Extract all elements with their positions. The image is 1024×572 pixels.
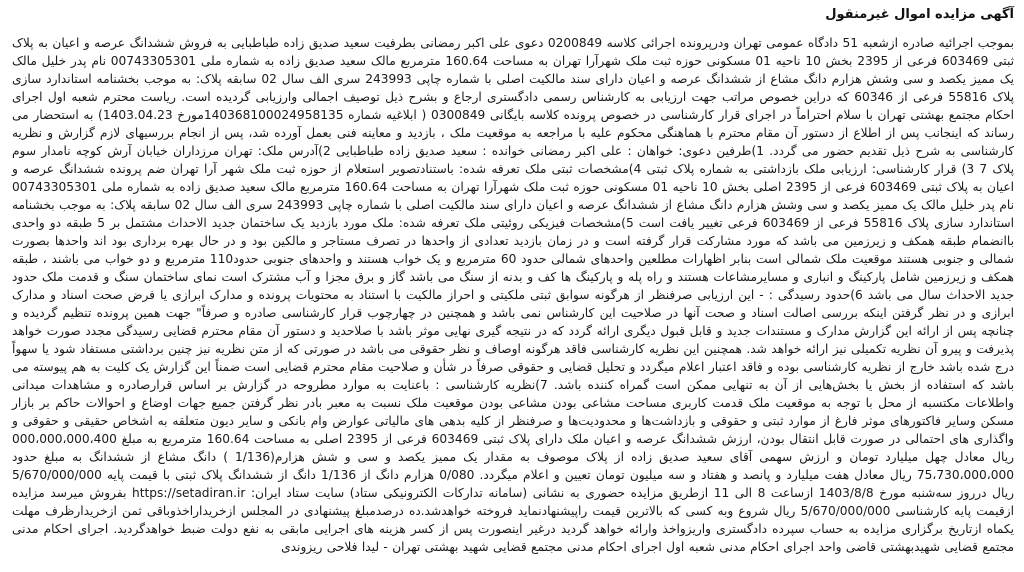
notice-body: بموجب اجرائیه صادره ازشعبه 51 دادگاه عمومی تهران ودرپرونده اجرائی کلاسه 0200849 دعوی علی اکبر رمضانی بطرفیت سعید صدیق زاده طباطبایی به فروش ششدانگ عرصه و اعیان به پلاک ثبتی 603469 فرعی از 2395 بخش 10 ناحیه 01 مسکونی حوزه ثبت ملک شهرآرا تهران به مساحت 160.64 مترمربع مالک سعید صدیق زاده به شماره ملی 00743305301 نام پدر خلیل مالک یک ممیز یکصد و سی وشش هزارم دانگ مشاع از ششدانگ عرصه و اعیان دارای سند مالکیت اصلی با شماره چاپی 243993 سری الف سال 02 سابقه پلاک: به موجب بخشنامه استاندارد سازی پلاک 55816 فرعی از 60346 که دراین خصوص مراتب جهت ارزیابی به کارشناس رسمی دادگستری ارجاع و بشرح ذیل توصیف اجمالی وارزیابی گردیده است. ریاست محترم شعبه اول اجرای احکام مجتمع بهشتی تهران با سلام احتراماً در اجرای قرار کارشناسی در خصوص پرونده کلاسه بایگانی 0300849 ( ابلاغیه شماره 140368100024958135مورخ 1403.04.23) به استحضار می رساند که اینجانب پس از اطلاع از دستور آن مقام محترم با هماهنگی محکوم علیه با مراجعه به موقعیت ملک ، بازدید و معاینه فنی بعمل آورده شد، پس از انجام بررسیهای لازم گزارش و نظریه کارشناسی به شرح ذیل تقدیم حضور می گردد. 1)طرفین دعوی: خواهان : علی اکبر رمضانی خوانده : سعید صدیق زاده طباطبایی 2)آدرس ملک: تهران مرزداران خیابان آرش کوچه نامدار سوم پلاک 7 3) قرار کارشناسی: ارزیابی ملک بازداشتی به شماره پلاک ثبتی 4)مشخصات ثبتی ملک تعرفه شده: باستنادتصویر استعلام از حوزه ثبت ملک شهر آرا تهران ضم پرونده ششدانگ عرصه و اعیان به پلاک ثبتی 603469 فرعی از 2395 اصلی بخش 10 ناحیه 01 مسکونی حوزه ثبت ملک شهرآرا تهران به مساحت 160.64 مترمربع مالک سعید صدیق زاده به شماره ملی 00743305301 نام پدر خلیل مالک یک ممیز یکصد و سی وشش هزارم دانگ مشاع از ششدانگ عرصه و اعیان دارای سند مالکیت اصلی با شماره چاپی 243993 سری الف سال 02 سابقه پلاک: به موجب بخشنامه استاندارد سازی پلاک 55816 فرعی از 603469 فرعی تغییر یافت است 5)مشخصات فیزیکی روئیتی ملک تعرفه شده: ملک مورد بازدید یک ساختمان جدید الاحداث مشتمل بر 5 طبقه دو واحدی باانضمام طبقه همکف و زیرزمین می باشد که مورد مشارکت قرار گرفته است و در زمان بازدید تعدادی از واحدها در تصرف مستاجر و مالکین بود و در حال بهره برداری بود اند واحدها بصورت شمالی و جنوبی هستند موقعیت ملک شمالی است بنابر اظهارات مطلعین واحدهای شمالی حدود 60 مترمربع و یک خواب هستند و واحدهای جنوبی حدود110 مترمربع و دو خواب می باشند ، طبقه همکف و زیرزمین شامل پارکینگ و انباری و مسایرمشاعات هستند و راه پله و پارکینگ ها کف و بدنه از سنگ می باشد گاز و برق مجزا و آب مشترک است نمای ساختمان سنگ و قدمت ملک حدود جدید الاحداث سال می باشد 6)حدود رسیدگی : - این ارزیابی صرفنظر از هرگونه سوابق ثبتی ملکیتی و احراز مالکیت با استناد به محتویات پرونده و مدارک ابرازی یا فرض صحت اسناد و مدارک ابرازی و در نظر گرفتن اینکه بررسی اصالت اسناد و صحت آنها در صلاحیت این کارشناس نمی باشد و همچنین در چهارچوب قرار کارشناسی صادره و صرفاً" جهت همین پرونده تنظیم گردیده و چنانچه پس از ارائه این گزارش مدارک و مستندات جدید و قابل قبول دیگری ارائه گردد که در نتیجه گیری نهایی موثر باشد با صلاحدید و دستور آن مقام محترم قضایی رسیدگی مجدد صورت خواهد پذیرفت و پیرو آن نظریه تکمیلی نیز ارائه خواهد شد. همچنین این نظریه کارشناسی فاقد هرگونه اوصاف و نظر حقوقی می باشد در صورتی که از متن نظریه نیز چنین برداشتی مستفاد شود یا سهواً درج شده باشد خارج از نظریه کارشناسی بوده و فاقد اعتبار اعلام میگردد و تحلیل قضایی و حقوقی صرفاً در شأن و صلاحیت مقام محترم قضایی است ضمناً این گزارش یک کلیت به هم پیوسته می باشد که استفاده از بخش یا بخش‌هایی از آن به تنهایی ممکن است گمراه کننده باشد. 7)نظریه کارشناسی : باعنایت به موارد مطروحه در گزارش بر اساس قرارصادره و مشاهدات میدانی واطلاعات مکتسبه از محل با توجه به موقعیت ملک قدمت کاربری مساحت مشاعی بودن مشاعی بودن موقعیت ملک نسبت به معبر بادر نظر گرفتن جمیع جهات اوضاع و احوالات حاکم بر بازار مسکن وسایر فاکتورهای موثر فارغ از موارد ثبتی و حقوقی و بازداشت‌ها و محدودیت‌ها و صرفنظر از کلیه بدهی های مالیاتی عوارض وام بانکی و سایر دیون متعلقه به اشخاص حقیقی و حقوقی و واگذاری های احتمالی در صورت قابل انتقال بودن، ارزش ششدانگ عرصه و اعیان ملک دارای پلاک ثبتی 603469 فرعی از 2395 اصلی به مساحت 160.64 مترمربع به مبلغ 000،000،000،400 ریال معادل چهل میلیارد تومان و ارزش سهمی آقای سعید صدیق زاده از پلاک موصوف به مقدار یک ممیز یکصد و سی و شش هزارم(1/136 ) دانگ مشاع از ششدانگ به مبلغ حدود 75،730،000،000 ریال معادل هفت میلیارد و پانصد و هفتاد و سه میلیون تومان تعیین و اعلام میگردد. 0/080 هزارم دانگ از 1/136 دانگ از ششدانگ پلاک ثبتی با قیمت پایه 5/670/000/000 ریال درروز سه‌شنبه مورخ 1403/8/8 ازساعت 8 الی 11 ازطریق مزایده حضوری به نشانی (سامانه تدارکات الکترونیکی ستاد) سایت ستاد ایران: https://setadiran.ir بفروش میرسد مزایده ازقیمت پایه کارشناسی 5/670/000/000 ریال شروع وبه کسی که بالاترین قیمت راپیشنهادنماید فروخته خواهدشد.ده درصدمبلغ پیشنهادی در المجلس ازخریداراخذوباقی ثمن ازخریدارظرف مهلت یکماه ازتاریخ برگزاری مزایده به حساب سپرده دادگستری واریزواخذ وارائه خواهد گردید درغیر اینصورت پس از کسر هزینه های اجرایی مابقی به نفع دولت ضبط خواهدگردید. اجرای احکام مدنی مجتمع قضایی شهیدبهشتی قاضی واحد اجرای احکام مدنی شعبه اول اجرای احکام مدنی مجتمع قضایی شهید بهشتی تهران - لیدا فلاحی ریزوندی xyxy=(12,36,1015,554)
notice-title: آگهی مزایده اموال غیرمنقول xyxy=(825,7,1014,22)
